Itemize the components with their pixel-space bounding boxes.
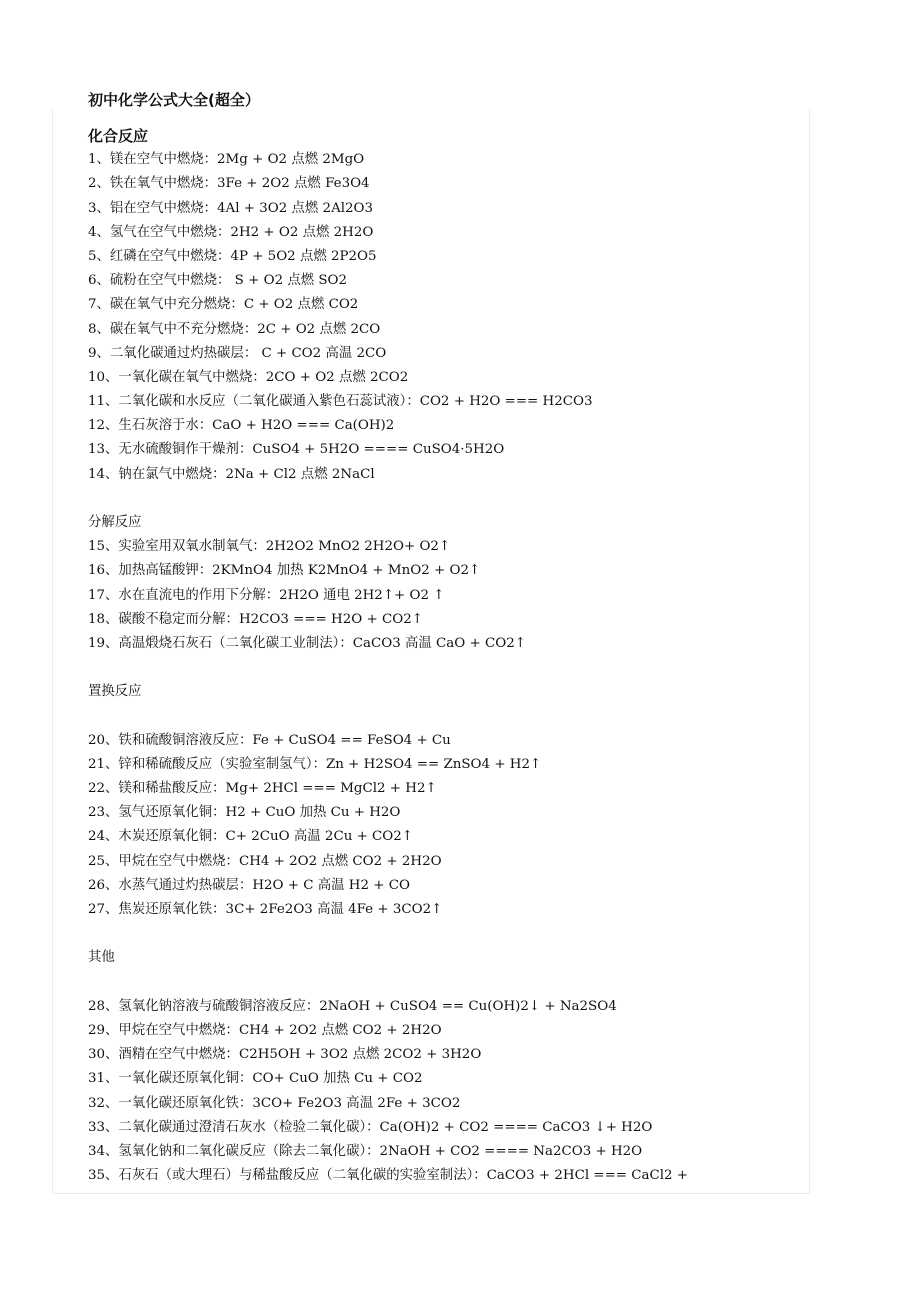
equation-line: 6、硫粉在空气中燃烧： S + O2 点燃 SO2 <box>88 273 348 289</box>
section-heading: 其他 <box>88 950 115 966</box>
page-title: 初中化学公式大全(超全） <box>88 91 260 109</box>
spacer <box>88 487 798 511</box>
equation-line: 31、一氧化碳还原氧化铜：CO+ CuO 加热 Cu + CO2 <box>88 1071 423 1087</box>
equation-line: 2、铁在氧气中燃烧：3Fe + 2O2 点燃 Fe3O4 <box>88 176 370 192</box>
section-displacement <box>88 680 798 922</box>
equation-line: 22、镁和稀盐酸反应：Mg+ 2HCl === MgCl2 + H2↑ <box>88 781 437 797</box>
equation-line: 28、氢氧化钠溶液与硫酸铜溶液反应：2NaOH + CuSO4 == Cu(OH)2↓ + Na2SO4 <box>88 998 617 1014</box>
equation-line: 29、甲烷在空气中燃烧：CH4 + 2O2 点燃 CO2 + 2H2O <box>88 1022 442 1038</box>
equation-line: 5、红磷在空气中燃烧：4P + 5O2 点燃 2P2O5 <box>88 248 377 264</box>
equation-line: 25、甲烷在空气中燃烧：CH4 + 2O2 点燃 CO2 + 2H2O <box>88 853 442 869</box>
equation-line: 13、无水硫酸铜作干燥剂：CuSO4 + 5H2O ==== CuSO4·5H2O <box>88 442 505 458</box>
equation-line: 21、锌和稀硫酸反应（实验室制氢气）：Zn + H2SO4 == ZnSO4 + H2↑ <box>88 756 542 772</box>
equation-line: 4、氢气在空气中燃烧：2H2 + O2 点燃 2H2O <box>88 224 374 240</box>
equation-line: 10、一氧化碳在氧气中燃烧：2CO + O2 点燃 2CO2 <box>88 369 409 385</box>
equation-line: 11、二氧化碳和水反应（二氧化碳通入紫色石蕊试液）：CO2 + H2O === H2CO3 <box>88 394 593 410</box>
section-combination <box>88 124 798 487</box>
spacer <box>88 971 798 995</box>
equation-line: 24、木炭还原氧化铜：C+ 2CuO 高温 2Cu + CO2↑ <box>88 829 414 845</box>
section-decomposition <box>88 511 798 656</box>
equation-line: 14、钠在氯气中燃烧：2Na + Cl2 点燃 2NaCl <box>88 466 375 482</box>
document-body <box>88 124 798 1188</box>
equation-line: 33、二氧化碳通过澄清石灰水（检验二氧化碳）：Ca(OH)2 + CO2 ==== CaCO3 ↓+ H2O <box>88 1119 653 1135</box>
spacer <box>88 705 798 729</box>
equation-line: 8、碳在氧气中不充分燃烧：2C + O2 点燃 2CO <box>88 321 381 337</box>
equation-line: 15、实验室用双氧水制氧气：2H2O2 MnO2 2H2O+ O2↑ <box>88 539 451 555</box>
section-other <box>88 946 798 1188</box>
equation-line: 7、碳在氧气中充分燃烧：C + O2 点燃 CO2 <box>88 297 359 313</box>
section-heading: 化合反应 <box>88 127 149 145</box>
equation-line: 18、碳酸不稳定而分解：H2CO3 === H2O + CO2↑ <box>88 611 423 627</box>
equation-line: 23、氢气还原氧化铜：H2 + CuO 加热 Cu + H2O <box>88 805 401 821</box>
equation-line: 20、铁和硫酸铜溶液反应：Fe + CuSO4 == FeSO4 + Cu <box>88 732 451 748</box>
spacer <box>88 922 798 946</box>
equation-line: 35、石灰石（或大理石）与稀盐酸反应（二氧化碳的实验室制法）：CaCO3 + 2HCl === CaCl2 + <box>88 1168 689 1184</box>
equation-line: 3、铝在空气中燃烧：4Al + 3O2 点燃 2Al2O3 <box>88 200 374 216</box>
section-heading: 置换反应 <box>88 684 142 700</box>
equation-line: 12、生石灰溶于水：CaO + H2O === Ca(OH)2 <box>88 418 395 434</box>
equation-line: 16、加热高锰酸钾：2KMnO4 加热 K2MnO4 + MnO2 + O2↑ <box>88 563 481 579</box>
equation-line: 1、镁在空气中燃烧：2Mg + O2 点燃 2MgO <box>88 152 365 168</box>
equation-line: 26、水蒸气通过灼热碳层：H2O + C 高温 H2 + CO <box>88 877 410 893</box>
equation-line: 17、水在直流电的作用下分解：2H2O 通电 2H2↑+ O2 ↑ <box>88 587 445 603</box>
equation-line: 34、氢氧化钠和二氧化碳反应（除去二氧化碳）：2NaOH + CO2 ==== Na2CO3 + H2O <box>88 1143 643 1159</box>
equation-line: 19、高温煅烧石灰石（二氧化碳工业制法）：CaCO3 高温 CaO + CO2↑ <box>88 635 526 651</box>
spacer <box>88 656 798 680</box>
equation-line: 32、一氧化碳还原氧化铁：3CO+ Fe2O3 高温 2Fe + 3CO2 <box>88 1095 461 1111</box>
equation-line: 9、二氧化碳通过灼热碳层： C + CO2 高温 2CO <box>88 345 387 361</box>
equation-line: 30、酒精在空气中燃烧：C2H5OH + 3O2 点燃 2CO2 + 3H2O <box>88 1047 482 1063</box>
equation-line: 27、焦炭还原氧化铁：3C+ 2Fe2O3 高温 4Fe + 3CO2↑ <box>88 902 443 917</box>
section-heading: 分解反应 <box>88 515 142 530</box>
